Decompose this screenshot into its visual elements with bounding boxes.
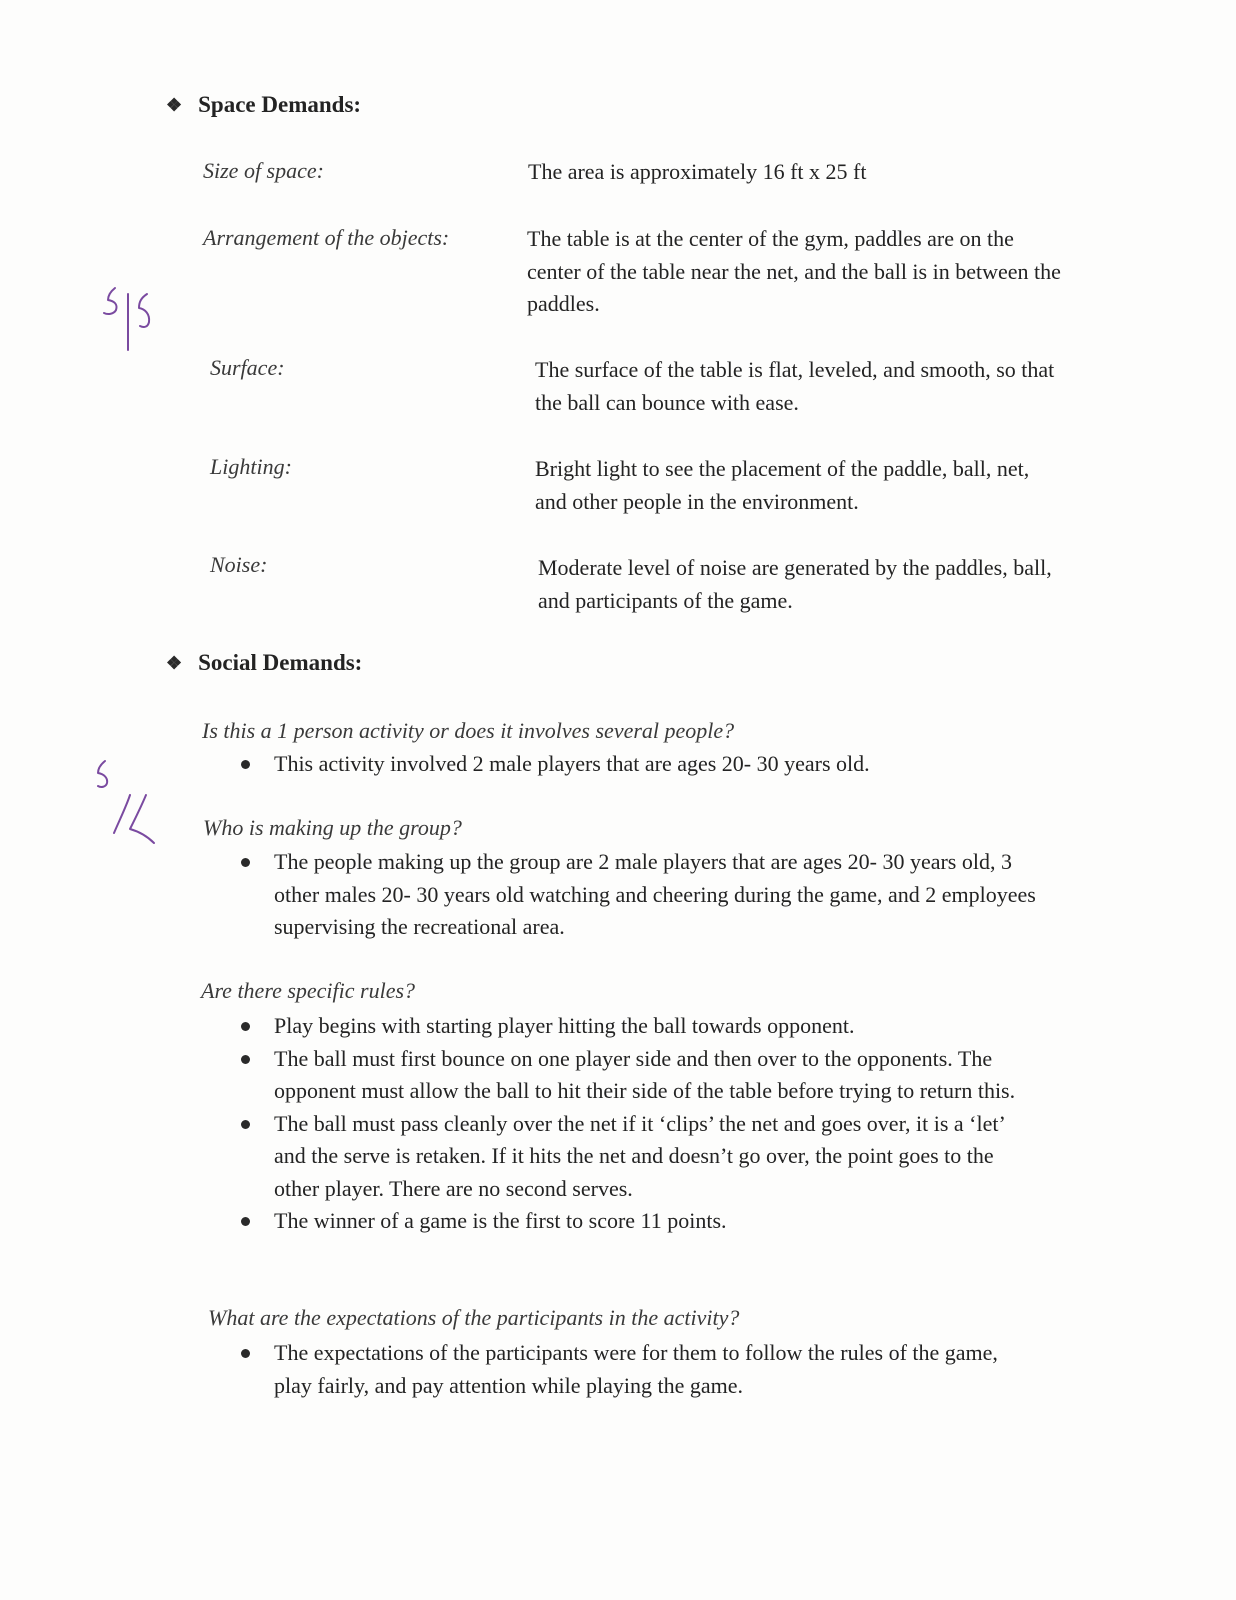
bullet-dot-icon [241, 760, 250, 769]
answer-list [240, 1337, 1040, 1402]
arrangement-label: Arrangement of the objects: [203, 225, 450, 250]
lighting-label: Lighting: [210, 454, 292, 479]
space-demands-heading [166, 92, 361, 118]
answer-list [240, 846, 1040, 944]
question-specific-rules: Are there specific rules? [201, 978, 416, 1003]
question-participants-count: Is this a 1 person activity or does it involves several people? [202, 718, 735, 743]
list-item: Play begins with starting player hitting the ball towards opponent. [240, 1010, 1040, 1043]
handwritten-grade-mark [92, 755, 164, 851]
answer-list [240, 748, 1040, 781]
list-item: The expectations of the participants were for them to follow the rules of the game, play fairly, and pay attention while playing the game. [240, 1337, 1040, 1402]
handwritten-grade-mark [96, 282, 166, 354]
arrangement-value: The table is at the center of the gym, paddles are on the center of the table near the net, and the ball is in between the paddles. [527, 226, 1061, 316]
social-demands-heading [166, 650, 362, 676]
social-demands-title: Social Demands: [198, 650, 363, 675]
diamond-bullet-icon: ❖ [166, 652, 183, 673]
bullet-dot-icon [241, 858, 250, 867]
list-item: The ball must pass cleanly over the net if it ‘clips’ the net and goes over, it is a ‘let’ and the serve is retaken. If it hits the net and doesn’t go over, the point goes to the other player. There are no second serves. [240, 1108, 1040, 1206]
diamond-bullet-icon: ❖ [166, 94, 183, 115]
size-of-space-value: The area is approximately 16 ft x 25 ft [528, 159, 867, 184]
noise-label: Noise: [210, 552, 268, 577]
lighting-value: Bright light to see the placement of the paddle, ball, net, and other people in the environment. [535, 456, 1030, 514]
bullet-dot-icon [241, 1055, 250, 1064]
list-item: The people making up the group are 2 male players that are ages 20- 30 years old, 3 other males 20- 30 years old watching and cheering during the game, and 2 employees supervising the recreational area. [240, 846, 1040, 944]
space-demands-title: Space Demands: [198, 92, 362, 117]
bullet-dot-icon [241, 1349, 250, 1358]
question-expectations: What are the expectations of the participants in the activity? [208, 1305, 740, 1330]
noise-value: Moderate level of noise are generated by the paddles, ball, and participants of the game. [538, 555, 1052, 613]
size-of-space-label: Size of space: [203, 158, 324, 183]
bullet-dot-icon [241, 1022, 250, 1031]
list-item: The ball must first bounce on one player side and then over to the opponents. The opponent must allow the ball to hit their side of the table before trying to return this. [240, 1043, 1040, 1108]
surface-label: Surface: [210, 355, 285, 380]
bullet-dot-icon [241, 1217, 250, 1226]
surface-value: The surface of the table is flat, leveled, and smooth, so that the ball can bounce with ease. [535, 357, 1055, 415]
bullet-dot-icon [241, 1120, 250, 1129]
answer-list [240, 1010, 1040, 1238]
list-item: This activity involved 2 male players that are ages 20- 30 years old. [240, 748, 1040, 781]
list-item: The winner of a game is the first to score 11 points. [240, 1205, 1040, 1238]
question-group-makeup: Who is making up the group? [203, 815, 462, 840]
